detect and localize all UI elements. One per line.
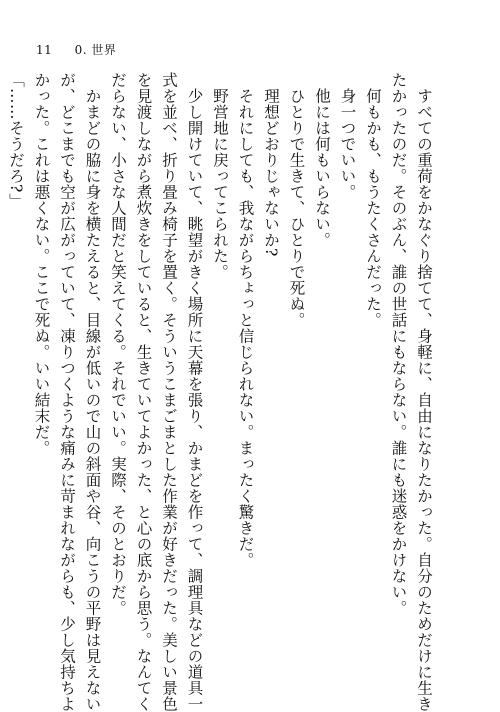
text-line: を見渡しながら煮炊きをしていると、生きていてよかった、と心の底から思う。なんてく (134, 72, 153, 712)
text-line: 「……そうだろ?」 (7, 72, 25, 209)
text-line: かまどの脇に身を横たえると、目線が低いので山の斜面や谷、向こうの平野は見えない (83, 87, 102, 712)
page-number: 11 (36, 43, 53, 57)
text-line: 理想どおりじゃないか? (262, 87, 280, 257)
text-line: すべての重荷をかなぐり捨てて、身軽に、自由になりたかった。自分のためだけに生き (415, 87, 433, 712)
text-line: たかったのだ。そのぶん、誰の世話にもならない。誰にも迷惑をかけない。 (389, 72, 408, 616)
text-line: 少し開けていて、眺望がきく場所に天幕を張り、かまどを作って、調理具などの道具一 (185, 87, 204, 712)
chapter-title: 0. 世界 (74, 43, 117, 57)
text-line: 何もかも、もうたくさんだった。 (364, 87, 382, 328)
text-line: 野営地に戻ってこられた。 (211, 87, 229, 280)
text-line: 身一つでいい。 (338, 87, 357, 200)
text-line: 他には何もいらない。 (313, 87, 331, 248)
text-line: ひとりで生きて、ひとりで死ぬ。 (287, 87, 306, 328)
text-line: だらない、小さな人間だと笑えてくる。それでいい。実際、そのとおりだ。 (109, 72, 127, 616)
text-line: が、どこまでも空が広がっていて、凍りつくような痛みに苛まれながらも、少し気持ちよ (58, 72, 76, 712)
running-header (36, 41, 116, 58)
text-line: かった。これは悪くない。ここで死ぬ。いい結末だ。 (32, 72, 51, 456)
text-line: 式を並べ、折り畳み椅子を置く。そういうこまごまとした作業が好きだった。美しい景色 (160, 72, 178, 712)
text-line: それにしても、我ながらちょっと信じられない。まったく驚きだ。 (236, 87, 255, 568)
body-text (3, 72, 437, 712)
